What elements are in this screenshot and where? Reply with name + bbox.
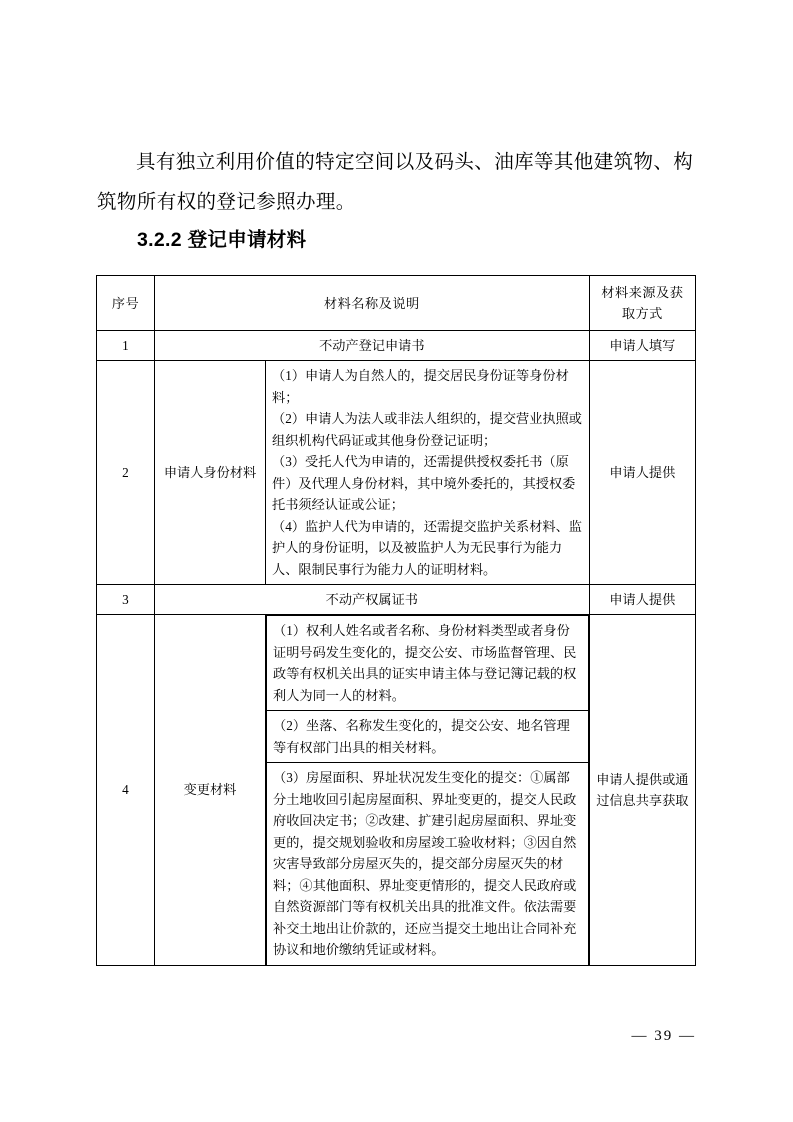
header-source: 材料来源及获取方式 [589, 276, 695, 331]
row-desc: 不动产权属证书 [154, 585, 589, 615]
table-row [97, 331, 696, 361]
desc-sub-row [267, 616, 589, 711]
desc-block: （1）权利人姓名或者名称、身份材料类型或者身份证明号码发生变化的，提交公安、市场监督管理、民政等有权机关出具的证实申请主体与登记簿记载的权利人为同一人的材料。 [267, 616, 589, 711]
desc-block: （4）监护人代为申请的，还需提交监护关系材料、监护人的身份证明，以及被监护人为无民事行为能力人、限制民事行为能力人的证明材料。 [272, 518, 582, 577]
desc-sub-table [266, 615, 589, 965]
row-no: 4 [97, 615, 155, 966]
table-header-row [97, 276, 696, 331]
application-materials-table [96, 275, 696, 966]
row-source: 申请人提供或通过信息共享获取 [589, 615, 695, 966]
row-no: 3 [97, 585, 155, 615]
desc-block: （2）坐落、名称发生变化的，提交公安、地名管理等有权部门出具的相关材料。 [267, 711, 589, 763]
header-name: 材料名称及说明 [154, 276, 589, 331]
row-source: 申请人填写 [589, 331, 695, 361]
page-number: — 39 — [631, 1028, 696, 1044]
row-desc [266, 615, 590, 966]
intro-paragraph: 具有独立利用价值的特定空间以及码头、油库等其他建筑物、构筑物所有权的登记参照办理。 [97, 152, 694, 213]
row-source: 申请人提供 [589, 585, 695, 615]
row-name: 申请人身份材料 [154, 361, 265, 585]
row-no: 2 [97, 361, 155, 585]
row-name: 变更材料 [154, 615, 265, 966]
desc-sub-row [267, 763, 589, 965]
table-row [97, 615, 696, 966]
desc-block: （1）申请人为自然人的，提交居民身份证等身份材料； [272, 368, 569, 405]
desc-block: （3）受托人代为申请的，还需提供授权委托书（原件）及代理人身份材料，其中境外委托的，其授权委托书须经认证或公证； [272, 454, 576, 512]
row-desc [266, 361, 590, 585]
desc-block: （3）房屋面积、界址状况发生变化的提交：①属部分土地收回引起房屋面积、界址变更的，提交人民政府收回决定书；②改建、扩建引起房屋面积、界址变更的，提交规划验收和房屋竣工验收材料；③因自然灾害导致部分房屋灭失的，提交部分房屋灭失的材料；④其他面积、界址变更情形的，提交人民政府或自然资源部门等有权机关出具的批准文件。依法需要补交土地出让价款的，还应当提交土地出让合同补充协议和地价缴纳凭证或材料。 [267, 763, 589, 965]
desc-sub-row [267, 711, 589, 763]
row-desc: 不动产登记申请书 [154, 331, 589, 361]
header-no: 序号 [97, 276, 155, 331]
desc-block: （2）申请人为法人或非法人组织的，提交营业执照或组织机构代码证或其他身份登记证明； [272, 411, 582, 448]
row-source: 申请人提供 [589, 361, 695, 585]
table-row [97, 361, 696, 585]
row-no: 1 [97, 331, 155, 361]
section-heading: 3.2.2 登记申请材料 [137, 229, 307, 251]
table-row [97, 585, 696, 615]
